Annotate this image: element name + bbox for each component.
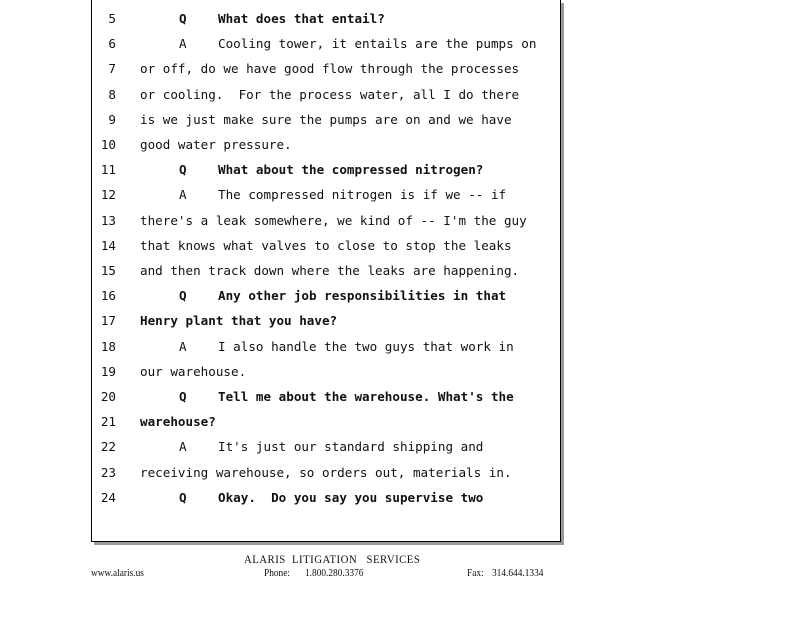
speaker-label: Q — [179, 11, 187, 26]
line-text: What does that entail? — [218, 11, 385, 26]
speaker-label: A — [179, 36, 187, 52]
line-text: Cooling tower, it entails are the pumps on — [218, 36, 537, 52]
line-number: 10 — [100, 137, 116, 152]
line-number: 5 — [108, 11, 116, 26]
line-number: 19 — [100, 363, 116, 379]
speaker-label: Q — [179, 288, 187, 304]
line-number: 18 — [100, 338, 116, 354]
speaker-label: Q — [179, 162, 187, 178]
line-text: that knows what valves to close to stop the leaks — [140, 237, 512, 253]
footer-phone-label: Phone: — [264, 567, 290, 579]
line-text: good water pressure. — [140, 137, 292, 152]
line-text: or cooling. For the process water, all I do there — [140, 86, 520, 102]
line-number: 12 — [100, 187, 116, 203]
footer-fax-label: Fax: — [467, 567, 484, 579]
line-text: receiving warehouse, so orders out, materials in. — [140, 464, 512, 480]
line-text: our warehouse. — [140, 363, 247, 379]
line-text: What about the compressed nitrogen? — [218, 162, 484, 178]
line-number: 22 — [100, 439, 116, 455]
line-number: 21 — [100, 414, 116, 430]
line-text: and then track down where the leaks are happening. — [140, 263, 520, 278]
line-number: 17 — [100, 313, 116, 329]
speaker-label: A — [179, 338, 187, 354]
line-number: 11 — [100, 162, 116, 178]
footer-website: www.alaris.us — [91, 567, 144, 579]
speaker-label: Q — [179, 389, 187, 404]
line-text: warehouse? — [140, 414, 216, 430]
line-number: 16 — [100, 288, 116, 304]
line-text: or off, do we have good flow through the processes — [140, 61, 520, 77]
line-text: I also handle the two guys that work in — [218, 338, 514, 354]
line-text: Okay. Do you say you supervise two — [218, 489, 484, 505]
footer-fax-number: 314.644.1334 — [492, 567, 544, 579]
line-text: there's a leak somewhere, we kind of -- I'm the guy — [140, 212, 527, 228]
line-number: 24 — [100, 489, 116, 505]
speaker-label: A — [179, 439, 187, 455]
line-number: 20 — [100, 389, 116, 404]
speaker-label: A — [179, 187, 187, 203]
footer-company-name: ALARIS LITIGATION SERVICES — [244, 552, 421, 566]
speaker-label: Q — [179, 489, 187, 505]
line-text: is we just make sure the pumps are on and we have — [140, 111, 512, 127]
line-text: Any other job responsibilities in that — [218, 288, 507, 304]
line-text: The compressed nitrogen is if we -- if — [218, 187, 507, 203]
line-text: It's just our standard shipping and — [218, 439, 484, 455]
line-text: Henry plant that you have? — [140, 313, 338, 329]
transcript-page — [91, 0, 561, 542]
line-number: 7 — [108, 61, 116, 77]
line-number: 15 — [100, 263, 116, 278]
line-number: 6 — [108, 36, 116, 52]
line-number: 9 — [108, 111, 116, 127]
footer-phone-number: 1.800.280.3376 — [305, 567, 364, 579]
line-number: 13 — [100, 212, 116, 228]
line-number: 14 — [100, 237, 116, 253]
line-number: 8 — [108, 86, 116, 102]
line-text: Tell me about the warehouse. What's the — [218, 389, 514, 404]
line-number: 23 — [100, 464, 116, 480]
